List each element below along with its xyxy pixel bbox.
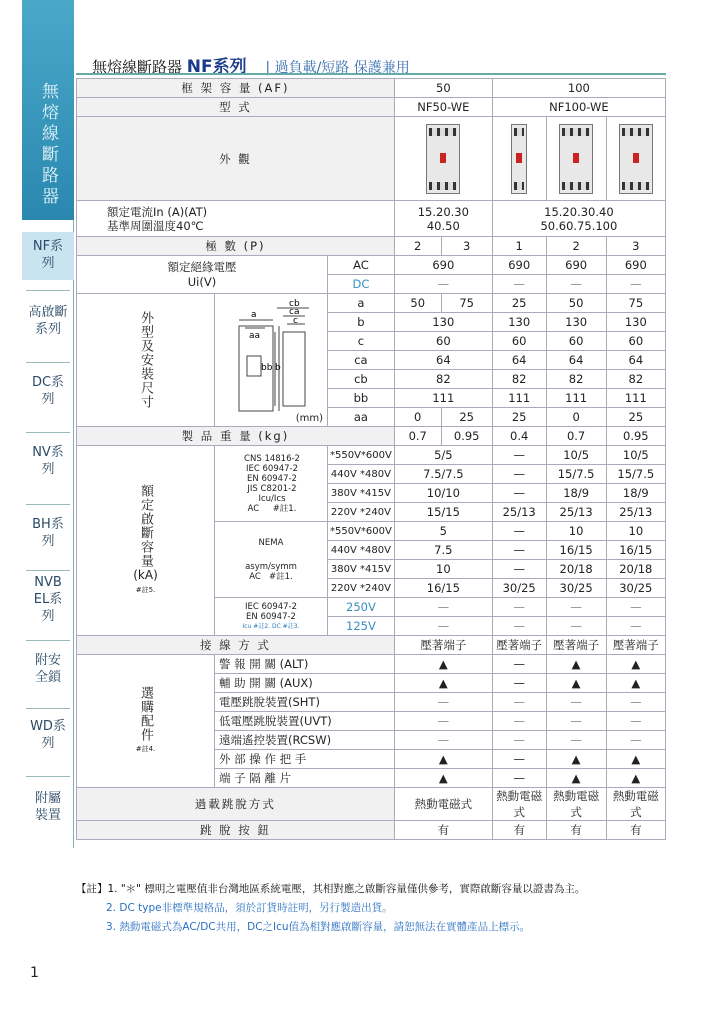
option-value: ▲ [546, 655, 606, 674]
dc-label: DC [328, 275, 395, 294]
dim-value: 60 [546, 332, 606, 351]
option-value: ▲ [606, 769, 665, 788]
dim-value: 50 [546, 294, 606, 313]
rated-current-label: 額定電流In (A)(AT) [107, 204, 208, 219]
dim-value: 130 [546, 313, 606, 332]
dim-key: ca [328, 351, 395, 370]
nema-value: 16/15 [606, 541, 665, 560]
voltage: 380V *415V [328, 484, 395, 503]
title-text: 無熔線斷路器 [92, 58, 183, 76]
wiring-value: 壓著端子 [606, 636, 665, 655]
std-en: EN 60947-2 [247, 473, 297, 484]
trip-value: 熱動電磁式 [492, 788, 546, 821]
dim-value: 64 [492, 351, 546, 370]
icu-value: 25/13 [606, 503, 665, 522]
option-value: — [546, 693, 606, 712]
dim-key: cb [328, 370, 395, 389]
model-50: NF50-WE [394, 98, 492, 117]
breaker-image-100-2p [546, 117, 606, 201]
ui-ac-value: 690 [546, 256, 606, 275]
nema-value: 20/18 [606, 560, 665, 579]
option-value: — [492, 712, 546, 731]
weight-value: 0.4 [492, 427, 546, 446]
icu-value: 10/5 [546, 446, 606, 465]
option-value: ▲ [606, 674, 665, 693]
dim-value: 25 [492, 408, 546, 427]
dim-value: 82 [546, 370, 606, 389]
option-label: 電壓跳脫裝置(SHT) [215, 693, 395, 712]
dim-value: 64 [394, 351, 492, 370]
dim-value: 130 [394, 313, 492, 332]
frame-100: 100 [492, 79, 665, 98]
option-value: ▲ [606, 750, 665, 769]
trip-value: 熱動電磁式 [394, 788, 492, 821]
rated-100-b: 50.60.75.100 [540, 218, 618, 233]
nema-value: 10 [606, 522, 665, 541]
option-value: — [606, 712, 665, 731]
dim-value: 75 [441, 294, 492, 313]
wiring-label: 接 線 方 式 [77, 636, 395, 655]
dim-value: 75 [606, 294, 665, 313]
mm-unit: (mm) [295, 413, 323, 424]
notes [76, 880, 585, 937]
trip-button-value: 有 [394, 821, 492, 840]
option-value: ▲ [394, 750, 492, 769]
poles-value: 3 [606, 237, 665, 256]
trip-button-value: 有 [606, 821, 665, 840]
dc-note-ref: Icu #註2. DC #註3. [242, 622, 300, 630]
diagram-label-c: c [293, 315, 298, 326]
option-value: — [492, 674, 546, 693]
option-label: 端 子 隔 離 片 [215, 769, 395, 788]
wiring-value: 壓著端子 [492, 636, 546, 655]
ui-ac-value: 690 [606, 256, 665, 275]
dc-value: — [492, 598, 546, 617]
voltage: 440V *480V [328, 541, 395, 560]
icu-value: 18/9 [546, 484, 606, 503]
dim-value: 82 [394, 370, 492, 389]
trip-button-label: 跳 脫 按 鈕 [77, 821, 395, 840]
option-value: — [546, 712, 606, 731]
sidebar-item-bh[interactable]: BH系列 [32, 517, 64, 549]
dim-value: 60 [606, 332, 665, 351]
trip-label: 過載跳脫方式 [77, 788, 395, 821]
ui-dc-value: — [492, 275, 546, 294]
nema-value: — [492, 541, 546, 560]
dim-value: 50 [394, 294, 441, 313]
voltage: *550V*600V [328, 522, 395, 541]
poles-value: 1 [492, 237, 546, 256]
voltage: 220V *240V [328, 503, 395, 522]
nema-value: — [492, 522, 546, 541]
ui-ac-50: 690 [394, 256, 492, 275]
dc-value: — [606, 598, 665, 617]
dim-value: 64 [546, 351, 606, 370]
icu-value: 7.5/7.5 [394, 465, 492, 484]
icu-value: 15/7.5 [606, 465, 665, 484]
dim-value: 82 [606, 370, 665, 389]
note-5-ref: #註5. [135, 585, 156, 594]
dim-value: 60 [394, 332, 492, 351]
dim-value: 25 [492, 294, 546, 313]
option-value: ▲ [606, 655, 665, 674]
sidebar-item-dc[interactable]: DC系列 [31, 375, 65, 407]
option-value: — [394, 693, 492, 712]
sidebar-item-nvb-el[interactable]: NVB EL系列 [33, 575, 63, 624]
option-label: 低電壓跳脫裝置(UVT) [215, 712, 395, 731]
option-label: 外 部 操 作 把 手 [215, 750, 395, 769]
option-value: ▲ [394, 674, 492, 693]
sidebar-title: 無熔線斷路器 [22, 0, 74, 220]
dc-value: — [394, 598, 492, 617]
wiring-value: 壓著端子 [394, 636, 492, 655]
option-label: 警 報 開 關 (ALT) [215, 655, 395, 674]
nema-value: 5 [394, 522, 492, 541]
diagram-label-ca: ca [289, 306, 300, 317]
option-value: ▲ [394, 769, 492, 788]
icu-value: 10/5 [606, 446, 665, 465]
diagram-label-cb: cb [289, 298, 300, 309]
dc-std-en: EN 60947-2 [246, 611, 296, 622]
icu-value: 25/13 [546, 503, 606, 522]
dimension-diagram [215, 294, 328, 427]
weight-value: 0.7 [546, 427, 606, 446]
diagram-label-b: b [275, 362, 281, 373]
option-value: — [606, 731, 665, 750]
dc-voltage: 125V [328, 617, 395, 636]
dim-key: b [328, 313, 395, 332]
icu-value: 10/10 [394, 484, 492, 503]
option-value: — [492, 655, 546, 674]
dim-value: 25 [606, 408, 665, 427]
dim-value: 130 [606, 313, 665, 332]
breaker-image-100-3p [606, 117, 665, 201]
icu-ics: Icu/Ics [258, 493, 286, 504]
dim-key: bb [328, 389, 395, 408]
dc-value: — [394, 617, 492, 636]
voltage: 380V *415V [328, 560, 395, 579]
std-iec: IEC 60947-2 [245, 463, 299, 474]
rated-100-a: 15.20.30.40 [544, 204, 614, 219]
option-value: ▲ [546, 750, 606, 769]
option-label: 遠端遙控裝置(RCSW) [215, 731, 395, 750]
series-desc: | 過負載/短路 保護兼用 [265, 60, 410, 76]
dim-key: aa [328, 408, 395, 427]
ka-unit: (kA) [133, 567, 158, 582]
icu-value: 18/9 [606, 484, 665, 503]
diagram-label-a: a [251, 309, 257, 320]
model-label: 型 式 [77, 98, 395, 117]
nema-value: — [492, 560, 546, 579]
trip-button-value: 有 [492, 821, 546, 840]
note-4-ref: #註4. [135, 744, 156, 753]
nema-value: 20/18 [546, 560, 606, 579]
option-value: ▲ [546, 674, 606, 693]
ui-unit: Ui(V) [187, 274, 217, 289]
option-label: 輔 助 開 關 (AUX) [215, 674, 395, 693]
dc-value: — [492, 617, 546, 636]
dim-value: 0 [394, 408, 441, 427]
poles-label: 極 數 (P) [77, 237, 395, 256]
dim-value: 0 [546, 408, 606, 427]
nema-value: 16/15 [546, 541, 606, 560]
nema-value: 7.5 [394, 541, 492, 560]
trip-value: 熱動電磁式 [606, 788, 665, 821]
voltage: *550V*600V [328, 446, 395, 465]
poles-value: 2 [546, 237, 606, 256]
note-1-ref: #註1. [268, 571, 293, 582]
nema-label: NEMA [258, 537, 284, 548]
nema-value: 16/15 [394, 579, 492, 598]
icu-value: — [492, 446, 546, 465]
breaker-image-50 [394, 117, 492, 201]
nema-asym: asym/symm [245, 561, 297, 572]
sidebar-item-wd[interactable]: WD系列 [30, 719, 66, 751]
std-cns: CNS 14816-2 [244, 453, 300, 464]
voltage: 220V *240V [328, 579, 395, 598]
sidebar-item-nv[interactable]: NV系列 [32, 445, 64, 477]
dim-value: 82 [492, 370, 546, 389]
options-label: 選購配件 [138, 685, 153, 742]
ui-dc-value: — [606, 275, 665, 294]
note-3: 3. 熱動電磁式為AC/DC共用，DC之Icu值為相對應啟斷容量，請恕無法在實體產品上標示。 [106, 921, 531, 933]
std-jis: JIS C8201-2 [247, 483, 297, 494]
dc-value: — [546, 617, 606, 636]
option-value: ▲ [394, 655, 492, 674]
diagram-label-bb: bb [261, 362, 273, 373]
voltage: 440V *480V [328, 465, 395, 484]
option-value: — [492, 769, 546, 788]
icu-value: — [492, 484, 546, 503]
dc-value: — [606, 617, 665, 636]
icu-value: 5/5 [394, 446, 492, 465]
base-temp-label: 基準周圍溫度40℃ [107, 218, 204, 233]
diagram-label-aa: aa [249, 330, 261, 341]
option-value: — [606, 693, 665, 712]
dim-value: 111 [546, 389, 606, 408]
nema-value: 30/25 [606, 579, 665, 598]
poles-value: 2 [394, 237, 441, 256]
weight-value: 0.95 [441, 427, 492, 446]
option-value: ▲ [546, 769, 606, 788]
sidebar-item-accessories[interactable]: 附屬裝置 [34, 791, 61, 823]
frame-label: 框 架 容 量 (AF) [77, 79, 395, 98]
dim-value: 130 [492, 313, 546, 332]
sidebar-item-high-breaking[interactable]: 高啟斷系列 [28, 305, 68, 337]
nema-value: 30/25 [492, 579, 546, 598]
sidebar-item-safety-lock[interactable]: 附安全鎖 [34, 653, 61, 685]
frame-50: 50 [394, 79, 492, 98]
dc-value: — [546, 598, 606, 617]
poles-value: 3 [441, 237, 492, 256]
note-1-ref: #註1. [272, 503, 297, 514]
ac-label: AC [328, 256, 395, 275]
note-1: 【註】1. "＊" 標明之電壓值非台灣地區系統電壓，其相對應之啟斷容量僅供參考，實際啟斷容量以證書為主。 [76, 883, 586, 895]
dimension-label: 外型及安裝尺寸 [77, 294, 215, 427]
option-value: — [394, 712, 492, 731]
dim-value: 64 [606, 351, 665, 370]
ui-label: 額定絕緣電壓 [167, 259, 237, 274]
nema-ac: AC [249, 571, 261, 582]
nema-value: 30/25 [546, 579, 606, 598]
ui-dc-50: — [394, 275, 492, 294]
ui-ac-value: 690 [492, 256, 546, 275]
trip-value: 熱動電磁式 [546, 788, 606, 821]
std-ac: AC [247, 503, 260, 514]
rated-50-b: 40.50 [426, 218, 460, 233]
weight-value: 0.7 [394, 427, 441, 446]
rated-50-a: 15.20.30 [417, 204, 469, 219]
dc-voltage: 250V [328, 598, 395, 617]
page-number: 1 [30, 965, 39, 981]
series-name: NF系列 [186, 57, 247, 77]
icu-value: 15/7.5 [546, 465, 606, 484]
option-value: — [492, 731, 546, 750]
nema-value: 10 [546, 522, 606, 541]
wiring-value: 壓著端子 [546, 636, 606, 655]
model-100: NF100-WE [492, 98, 665, 117]
dim-value: 60 [492, 332, 546, 351]
appearance-label: 外 觀 [77, 117, 395, 201]
icu-value: 25/13 [492, 503, 546, 522]
dim-value: 111 [492, 389, 546, 408]
breaking-capacity-label: 額定啟斷容量 [138, 483, 153, 568]
dim-value: 25 [441, 408, 492, 427]
note-2: 2. DC type非標準規格品，須於訂貨時註明，另行製造出貨。 [106, 902, 393, 914]
icu-value: 15/15 [394, 503, 492, 522]
dim-value: 111 [606, 389, 665, 408]
weight-label: 製 品 重 量 (kg) [77, 427, 395, 446]
sidebar-item-nf[interactable]: NF系列 [22, 232, 74, 280]
breaker-image-100-1p [492, 117, 546, 201]
spec-table [76, 78, 666, 840]
dim-key: c [328, 332, 395, 351]
weight-value: 0.95 [606, 427, 665, 446]
dim-key: a [328, 294, 395, 313]
option-value: — [394, 731, 492, 750]
option-value: — [492, 693, 546, 712]
dim-value: 111 [394, 389, 492, 408]
ui-dc-value: — [546, 275, 606, 294]
sidebar [22, 0, 74, 848]
trip-button-value: 有 [546, 821, 606, 840]
dc-std-iec: IEC 60947-2 [244, 601, 298, 612]
option-value: — [492, 750, 546, 769]
option-value: — [546, 731, 606, 750]
icu-value: — [492, 465, 546, 484]
nema-value: 10 [394, 560, 492, 579]
